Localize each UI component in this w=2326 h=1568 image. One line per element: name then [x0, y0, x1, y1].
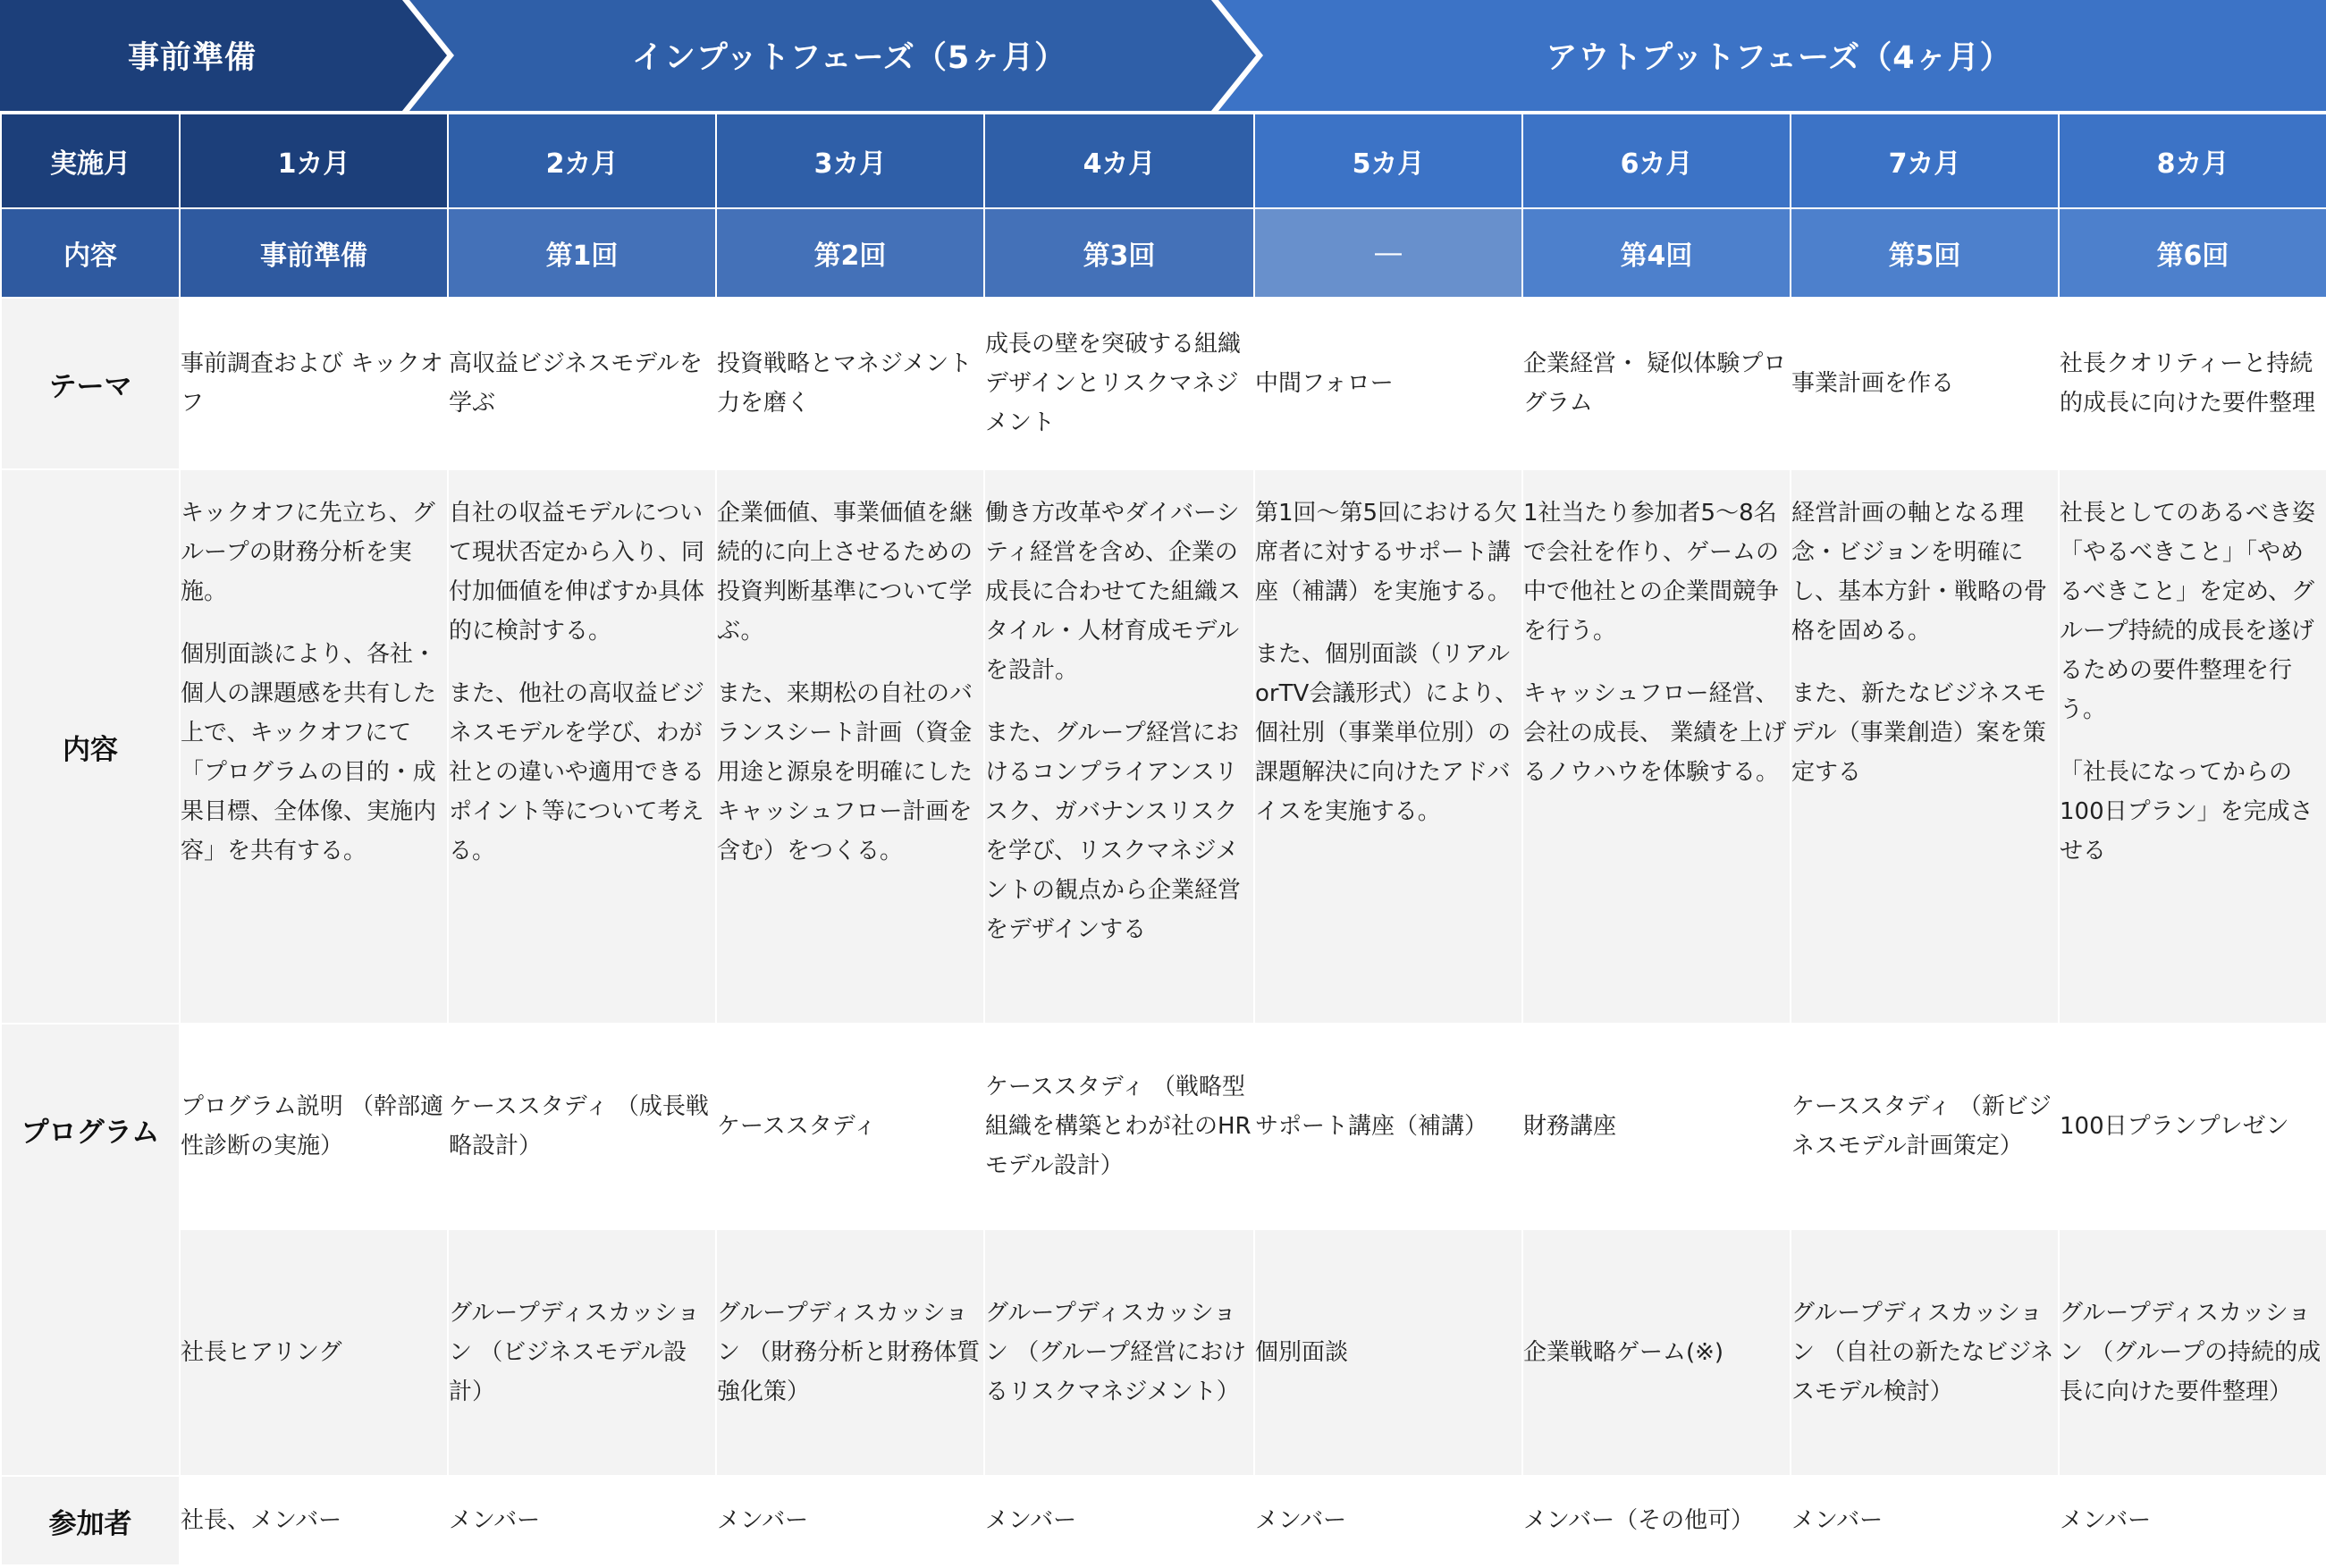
program-cell: サポート講座（補講） — [1254, 1024, 1522, 1229]
content-paragraph: また、グループ経営におけるコンプライアンスリスク、ガバナンスリスクを学び、リスクマネジメントの観点から企業経営をデザインする — [985, 720, 1242, 943]
session-cell: 第2回 — [716, 208, 984, 298]
month-cell: 1カ月 — [180, 114, 448, 208]
program-cell: グループディスカッション （財務分析と財務体質強化策） — [716, 1229, 984, 1476]
program-cell: ケーススタディ （戦略型組織を構築とわが社のHRモデル設計） — [984, 1024, 1254, 1229]
month-row-header: 実施月 — [1, 114, 180, 208]
session-row — [1, 208, 2326, 298]
content-paragraph: キャッシュフロー経営、 会社の成長、 業績を上げるノウハウを体験する。 — [1523, 680, 1787, 786]
content-paragraph: 働き方改革やダイバーシティ経営を含め、企業の成長に合わせてた組織スタイル・人材育成モデルを設計。 — [985, 500, 1242, 684]
content-paragraph: また、個別面談（リアルorTV会議形式）により、個社別（事業単位別）の課題解決に向けたアドバイスを実施する。 — [1255, 641, 1519, 825]
program-cell: 財務講座 — [1522, 1024, 1791, 1229]
program-cell: ケーススタディ — [716, 1024, 984, 1229]
content-cell — [180, 469, 448, 1024]
theme-row-header: テーマ — [1, 298, 180, 469]
content-paragraph: また、新たなビジネスモデル（事業創造）案を策定する — [1791, 680, 2047, 786]
program-cell: 社長ヒアリング — [180, 1229, 448, 1476]
session-cell: 第3回 — [984, 208, 1254, 298]
program-cell: 企業戦略ゲーム(※) — [1522, 1229, 1791, 1476]
theme-cell: 事前調査および キックオフ — [180, 298, 448, 469]
content-cell — [1254, 469, 1522, 1024]
program-cell: ケーススタディ （新ビジネスモデル計画策定） — [1791, 1024, 2059, 1229]
session-row-header: 内容 — [1, 208, 180, 298]
content-row-header: 内容 — [1, 469, 180, 1024]
participants-row — [1, 1476, 2326, 1565]
content-paragraph: 個別面談により、各社・個人の課題感を共有した上で、キックオフにて「プログラムの目的・成果目標、全体像、実施内容」を共有する。 — [181, 641, 437, 864]
session-cell: 第6回 — [2059, 208, 2326, 298]
program-cell: グループディスカッション （自社の新たなビジネスモデル検討） — [1791, 1229, 2059, 1476]
program-cell: グループディスカッション （グループの持続的成長に向けた要件整理） — [2059, 1229, 2326, 1476]
content-paragraph: 第1回〜第5回における欠席者に対するサポート講座（補講）を実施する。 — [1255, 500, 1518, 605]
phase-banner — [0, 0, 2326, 111]
month-cell: 8カ月 — [2059, 114, 2326, 208]
month-cell: 3カ月 — [716, 114, 984, 208]
session-cell: 第5回 — [1791, 208, 2059, 298]
session-cell: 第1回 — [448, 208, 716, 298]
content-paragraph: 1社当たり参加者5〜8名で会社を作り、ゲームの中で他社との企業間競争を行う。 — [1523, 500, 1780, 645]
participants-cell: メンバー — [1791, 1476, 2059, 1565]
participants-cell: メンバー — [984, 1476, 1254, 1565]
program-row-header: プログラム — [1, 1024, 180, 1476]
content-paragraph: また、来期松の自社のバランスシート計画（資金用途と源泉を明確にしたキャッシュフロー計画を含む）をつくる。 — [717, 680, 973, 864]
month-cell: 7カ月 — [1791, 114, 2059, 208]
participants-cell: 社長、メンバー — [180, 1476, 448, 1565]
content-paragraph: 自社の収益モデルについて現状否定から入り、同付加価値を伸ばすか具体的に検討する。 — [449, 500, 705, 645]
content-paragraph: キックオフに先立ち、グループの財務分析を実施。 — [181, 500, 435, 605]
program-cell: グループディスカッション （ビジネスモデル設計） — [448, 1229, 716, 1476]
program-row — [1, 1024, 2326, 1229]
theme-row — [1, 298, 2326, 469]
content-paragraph: 経営計画の軸となる理念・ビジョンを明確にし、基本方針・戦略の骨格を固める。 — [1791, 500, 2048, 645]
content-row — [1, 469, 2326, 1024]
participants-cell: メンバー — [2059, 1476, 2326, 1565]
participants-cell: メンバー — [716, 1476, 984, 1565]
theme-cell: 社長クオリティーと持続的成長に向けた要件整理 — [2059, 298, 2326, 469]
participants-cell: メンバー（その他可） — [1522, 1476, 1791, 1565]
month-cell: 6カ月 — [1522, 114, 1791, 208]
phase-label-prep: 事前準備 — [127, 40, 257, 76]
month-cell: 2カ月 — [448, 114, 716, 208]
theme-cell: 投資戦略とマネジメント力を磨く — [716, 298, 984, 469]
content-paragraph: また、他社の高収益ビジネスモデルを学び、わが社との違いや適用できるポイント等について考える。 — [449, 680, 705, 864]
program-cell: 100日プランプレゼン — [2059, 1024, 2326, 1229]
theme-cell: 事業計画を作る — [1791, 298, 2059, 469]
month-cell: 4カ月 — [984, 114, 1254, 208]
program-cell: 個別面談 — [1254, 1229, 1522, 1476]
session-cell: 第4回 — [1522, 208, 1791, 298]
schedule-table — [0, 113, 2326, 1566]
session-cell: ― — [1254, 208, 1522, 298]
month-row — [1, 114, 2326, 208]
phase-label-output: アウトプットフェーズ（4ヶ月） — [1546, 40, 2012, 76]
theme-cell: 中間フォロー — [1254, 298, 1522, 469]
content-cell — [716, 469, 984, 1024]
content-cell — [1791, 469, 2059, 1024]
phase-label-input: インプットフェーズ（5ヶ月） — [631, 40, 1067, 76]
month-cell: 5カ月 — [1254, 114, 1522, 208]
theme-cell: 成長の壁を突破する組織デザインとリスクマネジメント — [984, 298, 1254, 469]
program-row-2 — [1, 1229, 2326, 1476]
content-cell — [984, 469, 1254, 1024]
theme-cell: 高収益ビジネスモデルを学ぶ — [448, 298, 716, 469]
program-cell: グループディスカッション （グループ経営におけるリスクマネジメント） — [984, 1229, 1254, 1476]
participants-cell: メンバー — [448, 1476, 716, 1565]
participants-row-header: 参加者 — [1, 1476, 180, 1565]
content-paragraph: 社長としてのあるべき姿 「やるべきこと」「やめるべきこと」を定め、グループ持続的成長を遂げるための要件整理を行う。 — [2060, 500, 2316, 723]
content-cell — [448, 469, 716, 1024]
content-cell — [2059, 469, 2326, 1024]
theme-cell: 企業経営・ 疑似体験プログラム — [1522, 298, 1791, 469]
content-paragraph: 「社長になってからの100日プラン」を完成させる — [2060, 759, 2313, 864]
participants-cell: メンバー — [1254, 1476, 1522, 1565]
program-cell: ケーススタディ （成長戦略設計） — [448, 1024, 716, 1229]
content-cell — [1522, 469, 1791, 1024]
session-cell: 事前準備 — [180, 208, 448, 298]
content-paragraph: 企業価値、事業価値を継続的に向上させるための投資判断基準について学ぶ。 — [717, 500, 973, 645]
program-cell: プログラム説明 （幹部適性診断の実施） — [180, 1024, 448, 1229]
